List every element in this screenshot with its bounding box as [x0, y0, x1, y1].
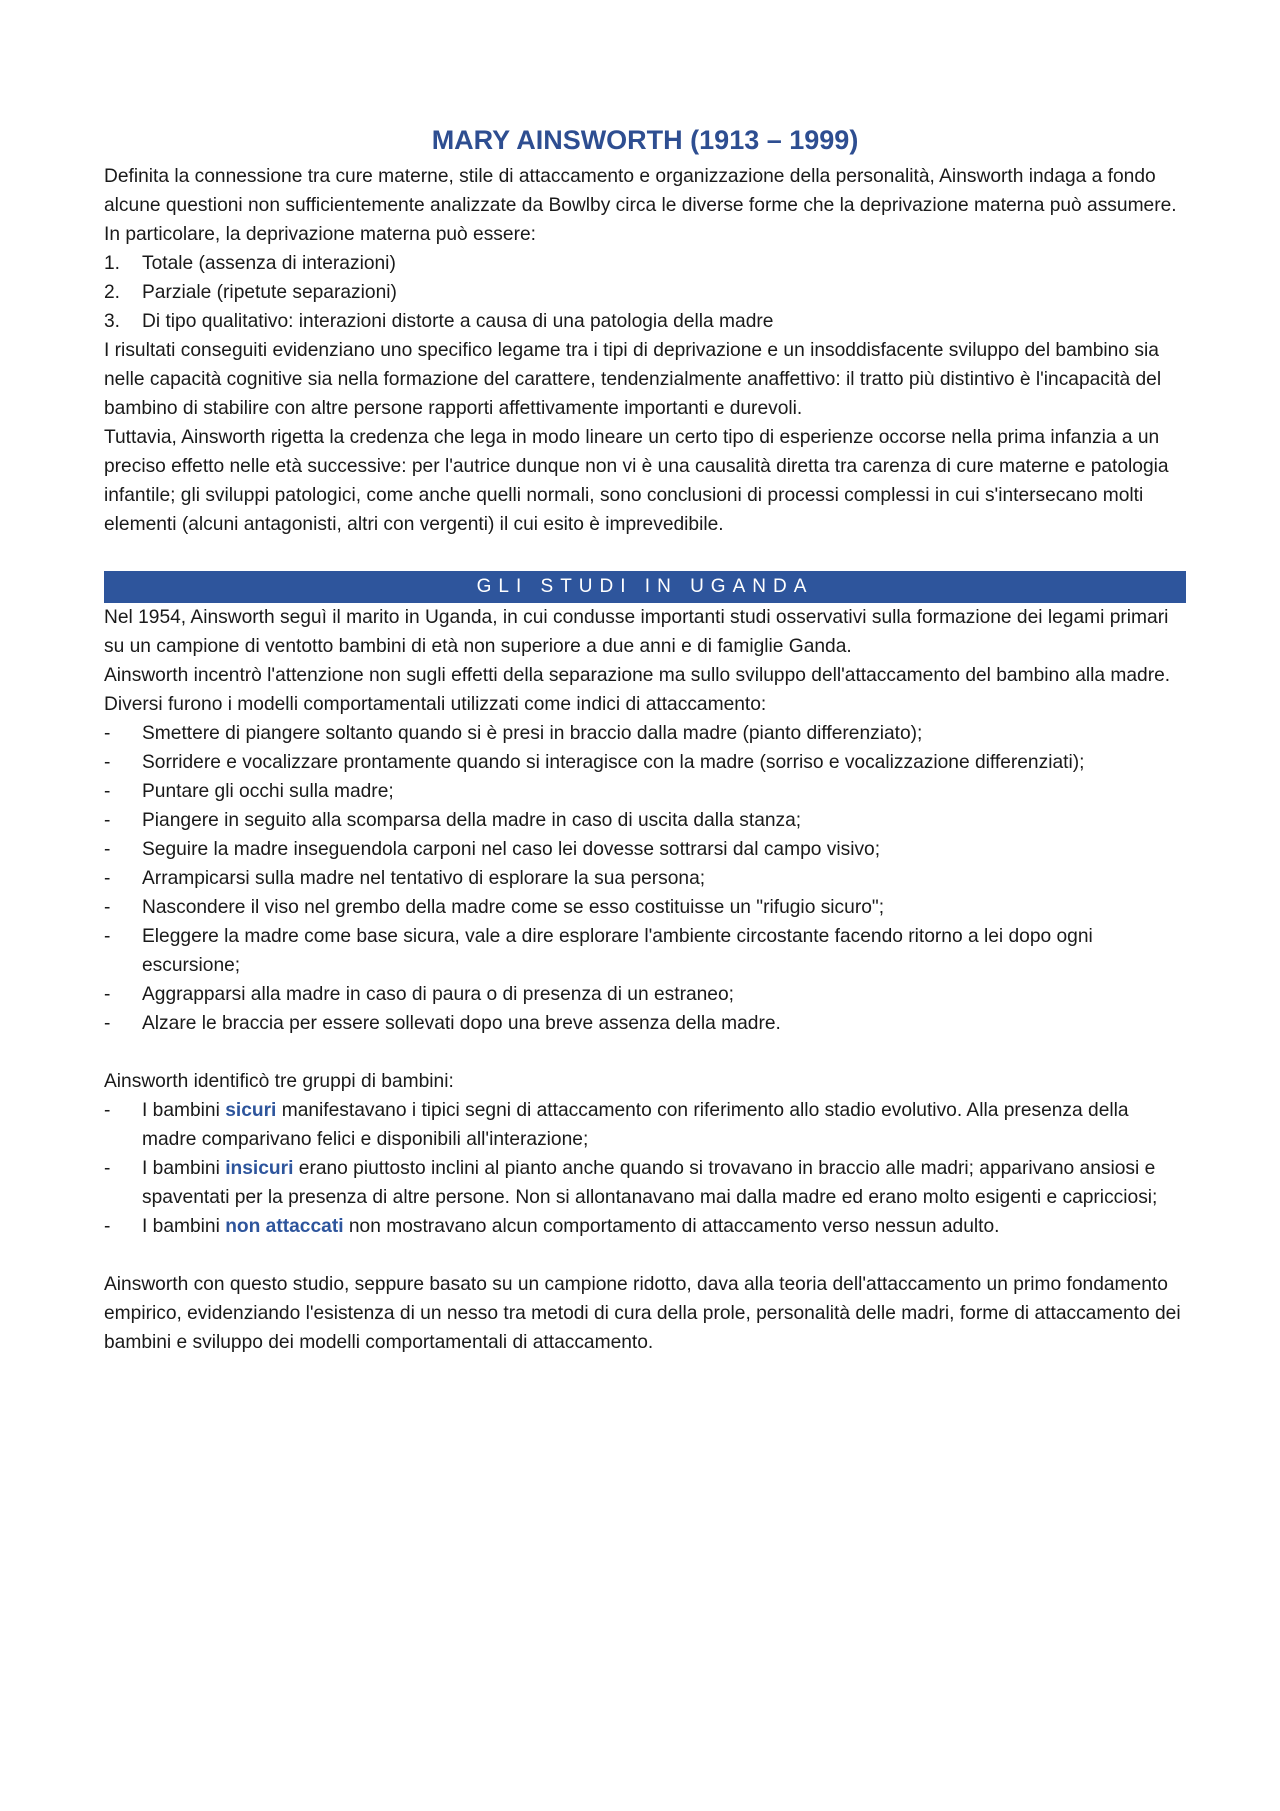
- list-item-text: Totale (assenza di interazioni): [142, 253, 396, 274]
- dash-marker: -: [104, 1013, 111, 1034]
- groups-list: [104, 1096, 1186, 1241]
- group-text-post: non mostravano alcun comportamento di attaccamento verso nessun adulto.: [343, 1216, 1000, 1237]
- section-heading-uganda: GLI STUDI IN UGANDA: [104, 571, 1186, 603]
- list-item-text: Di tipo qualitativo: interazioni distorte a causa di una patologia della madre: [142, 311, 774, 332]
- group-keyword-non-attaccati: non attaccati: [225, 1216, 344, 1237]
- list-item: [104, 1009, 1186, 1038]
- list-item-text: Alzare le braccia per essere sollevati dopo una breve assenza della madre.: [142, 1013, 781, 1034]
- list-item: [104, 980, 1186, 1009]
- dash-marker: -: [104, 926, 111, 947]
- uganda-paragraph-3: Diversi furono i modelli comportamentali utilizzati come indici di attaccamento:: [104, 694, 767, 715]
- paragraph-spacer: [104, 1241, 1186, 1270]
- uganda-paragraph-2: Ainsworth incentrò l'attenzione non sugli effetti della separazione ma sullo sviluppo dell'attaccamento del bambino alla madre.: [104, 665, 1171, 686]
- dash-marker: -: [104, 723, 111, 744]
- document-title: MARY AINSWORTH (1913 – 1999): [431, 125, 859, 155]
- list-item: [104, 777, 1186, 806]
- list-item: [104, 307, 1186, 336]
- behaviors-list: [104, 719, 1186, 1038]
- list-item-text: Piangere in seguito alla scomparsa della madre in caso di uscita dalla stanza;: [142, 810, 802, 831]
- dash-marker: -: [104, 1100, 111, 1121]
- groups-intro: Ainsworth identificò tre gruppi di bambini:: [104, 1071, 454, 1092]
- results-paragraph: I risultati conseguiti evidenziano uno specifico legame tra i tipi di deprivazione e un insoddisfacente sviluppo del bambino sia nelle capacità cognitive sia nella formazione del carattere, tendenzialmente anaffettivo: il tratto più distintivo è l'incapacità del bambino di stabilire con altre persone rapporti affettivamente importanti e durevoli.: [104, 340, 1162, 419]
- dash-marker: -: [104, 868, 111, 889]
- list-item: [104, 1154, 1186, 1212]
- however-paragraph: Tuttavia, Ainsworth rigetta la credenza che lega in modo lineare un certo tipo di esperienze occorse nella prima infanzia a un preciso effetto nelle età successive: per l'autrice dunque non vi è una causalità diretta tra carenza di cure materne e patologia infantile; gli sviluppi patologici, come anche quelli normali, sono conclusioni di processi complessi in cui s'intersecano molti elementi (alcuni antagonisti, altri con vergenti) il cui esito è imprevedibile.: [104, 427, 1169, 535]
- group-keyword-sicuri: sicuri: [225, 1100, 277, 1121]
- uganda-paragraph-1: Nel 1954, Ainsworth seguì il marito in Uganda, in cui condusse importanti studi osservativi sulla formazione dei legami primari su un campione di ventotto bambini di età non superiore a due anni e di famiglie Ganda.: [104, 607, 1169, 657]
- group-text-pre: I bambini: [142, 1158, 226, 1179]
- list-item: [104, 835, 1186, 864]
- list-item: [104, 1212, 1186, 1241]
- group-text-pre: I bambini: [142, 1216, 226, 1237]
- list-item: [104, 893, 1186, 922]
- list-item: [104, 278, 1186, 307]
- paragraph-spacer: [104, 1038, 1186, 1067]
- list-item: [104, 748, 1186, 777]
- list-item: [104, 806, 1186, 835]
- list-item: [104, 922, 1186, 980]
- list-item-text: Parziale (ripetute separazioni): [142, 282, 397, 303]
- list-item-text: Puntare gli occhi sulla madre;: [142, 781, 394, 802]
- list-item: [104, 864, 1186, 893]
- dash-marker: -: [104, 984, 111, 1005]
- list-number: 2.: [104, 282, 121, 303]
- group-text-post: erano piuttosto inclini al pianto anche quando si trovavano in braccio alle madri; apparivano ansiosi e spaventati per la presenza di altre persone. Non si allontanavano mai dalla madre ed erano molto esigenti e capricciosi;: [142, 1158, 1158, 1208]
- list-item-text: Sorridere e vocalizzare prontamente quando si interagisce con la madre (sorriso e vocalizzazione differenziati);: [142, 752, 1085, 773]
- dash-marker: -: [104, 839, 111, 860]
- deprivation-types-list: [104, 249, 1186, 336]
- group-text-post: manifestavano i tipici segni di attaccamento con riferimento allo stadio evolutivo. Alla presenza della madre comparivano felici e disponibili all'interazione;: [142, 1100, 1129, 1150]
- dash-marker: -: [104, 1158, 111, 1179]
- list-number: 3.: [104, 311, 121, 332]
- dash-marker: -: [104, 897, 111, 918]
- list-item-text: Arrampicarsi sulla madre nel tentativo di esplorare la sua persona;: [142, 868, 706, 889]
- list-item-text: Smettere di piangere soltanto quando si è presi in braccio dalla madre (pianto differenziato);: [142, 723, 923, 744]
- list-item: [104, 1096, 1186, 1154]
- conclusion-paragraph: Ainsworth con questo studio, seppure basato su un campione ridotto, dava alla teoria dell'attaccamento un primo fondamento empirico, evidenziando l'esistenza di un nesso tra metodi di cura della prole, personalità delle madri, forme di attaccamento dei bambini e sviluppo dei modelli comportamentali di attaccamento.: [104, 1274, 1181, 1353]
- dash-marker: -: [104, 1216, 111, 1237]
- list-item-text: Seguire la madre inseguendola carponi nel caso lei dovesse sottrarsi dal campo visivo;: [142, 839, 881, 860]
- group-text-pre: I bambini: [142, 1100, 226, 1121]
- list-item-text: Eleggere la madre come base sicura, vale a dire esplorare l'ambiente circostante facendo ritorno a lei dopo ogni escursione;: [142, 926, 1093, 976]
- dash-marker: -: [104, 752, 111, 773]
- list-item-text: Nascondere il viso nel grembo della madre come se esso costituisse un "rifugio sicuro";: [142, 897, 885, 918]
- dash-marker: -: [104, 810, 111, 831]
- list-item: [104, 249, 1186, 278]
- list-item-text: Aggrapparsi alla madre in caso di paura o di presenza di un estraneo;: [142, 984, 734, 1005]
- list-item: [104, 719, 1186, 748]
- list-number: 1.: [104, 253, 121, 274]
- dash-marker: -: [104, 781, 111, 802]
- intro-paragraph: Definita la connessione tra cure materne, stile di attaccamento e organizzazione della personalità, Ainsworth indaga a fondo alcune questioni non sufficientemente analizzate da Bowlby circa le diverse forme che la deprivazione materna può assumere. In particolare, la deprivazione materna può essere:: [104, 166, 1177, 245]
- group-keyword-insicuri: insicuri: [225, 1158, 294, 1179]
